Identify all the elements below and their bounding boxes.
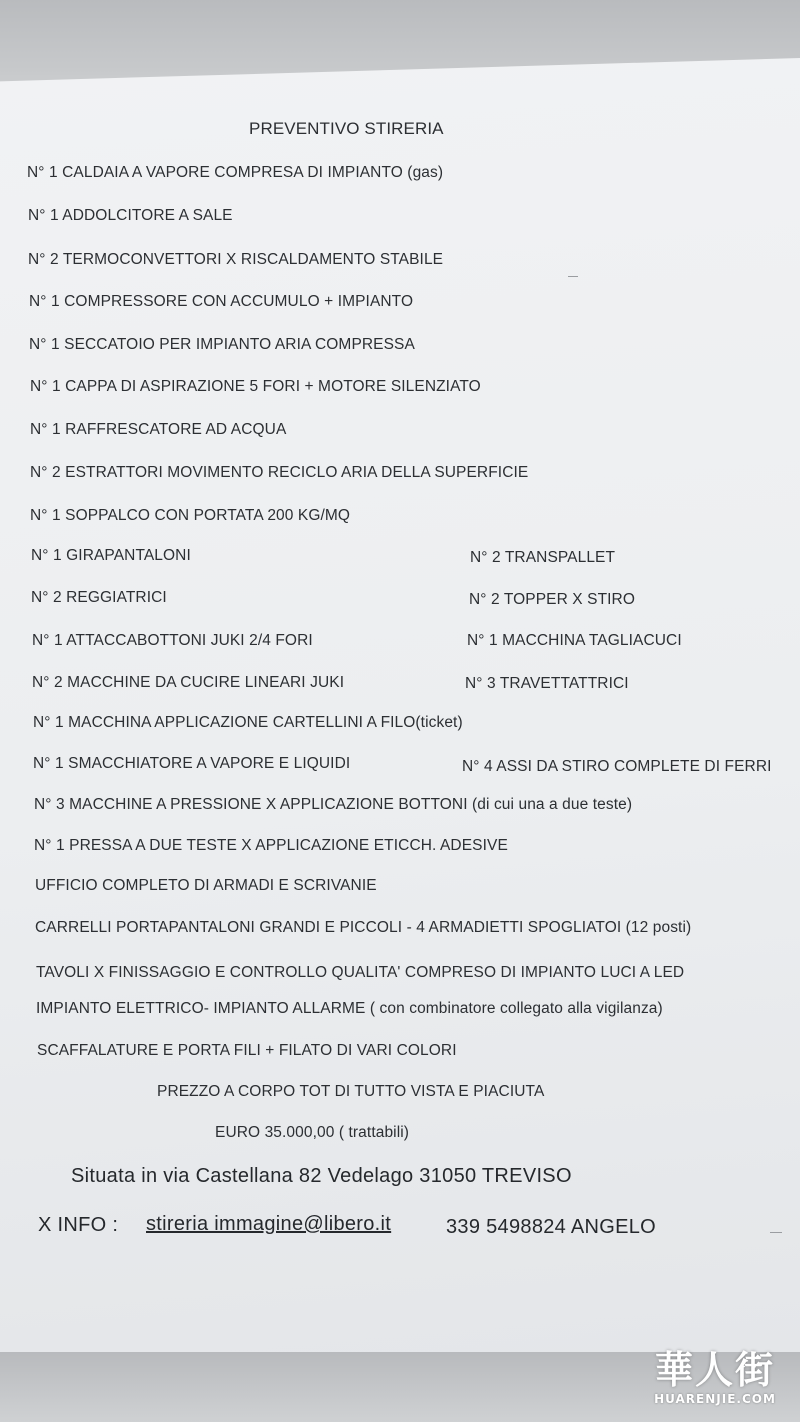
watermark-glyphs: 華人街 <box>654 1347 775 1392</box>
equipment-item: CARRELLI PORTAPANTALONI GRANDI E PICCOLI - 4 ARMADIETTI SPOGLIATOI (12 posti) <box>35 919 692 936</box>
equipment-item-right: N° 3 TRAVETTATTRICI <box>465 675 629 692</box>
equipment-item: N° 1 ADDOLCITORE A SALE <box>28 207 233 224</box>
equipment-item: SCAFFALATURE E PORTA FILI + FILATO DI VARI COLORI <box>37 1042 457 1059</box>
equipment-item: N° 3 MACCHINE A PRESSIONE X APPLICAZIONE BOTTONI (di cui una a due teste) <box>34 796 633 813</box>
info-email-link[interactable]: stireria immagine@libero.it <box>146 1213 392 1235</box>
equipment-item: IMPIANTO ELETTRICO- IMPIANTO ALLARME ( con combinatore collegato alla vigilanza) <box>36 1000 663 1017</box>
watermark-logo <box>640 1348 790 1414</box>
equipment-item: N° 1 SECCATOIO PER IMPIANTO ARIA COMPRESSA <box>29 336 415 353</box>
equipment-item-right: N° 2 TRANSPALLET <box>470 549 616 566</box>
price-line: PREZZO A CORPO TOT DI TUTTO VISTA E PIACIUTA <box>157 1083 545 1100</box>
equipment-item-right: N° 1 MACCHINA TAGLIACUCI <box>467 632 682 649</box>
location-line: Situata in via Castellana 82 Vedelago 31050 TREVISO <box>71 1165 572 1187</box>
document-title: PREVENTIVO STIRERIA <box>249 119 444 138</box>
equipment-item: N° 1 CAPPA DI ASPIRAZIONE 5 FORI + MOTORE SILENZIATO <box>30 378 481 395</box>
equipment-item: N° 1 SOPPALCO CON PORTATA 200 KG/MQ <box>30 507 351 524</box>
watermark-text: HUARENJIE.COM <box>654 1392 776 1406</box>
equipment-item: TAVOLI X FINISSAGGIO E CONTROLLO QUALITA' COMPRESO DI IMPIANTO LUCI A LED <box>36 964 685 981</box>
equipment-item: N° 1 ATTACCABOTTONI JUKI 2/4 FORI <box>32 632 313 649</box>
info-label: X INFO : <box>38 1214 119 1236</box>
equipment-item: N° 1 PRESSA A DUE TESTE X APPLICAZIONE ETICCH. ADESIVE <box>34 837 508 854</box>
equipment-item: N° 2 MACCHINE DA CUCIRE LINEARI JUKI <box>32 674 345 691</box>
equipment-item: N° 1 CALDAIA A VAPORE COMPRESA DI IMPIANTO (gas) <box>27 164 444 181</box>
equipment-item: N° 1 MACCHINA APPLICAZIONE CARTELLINI A FILO(ticket) <box>33 714 463 731</box>
equipment-item: N° 1 SMACCHIATORE A VAPORE E LIQUIDI <box>33 755 351 772</box>
equipment-item: N° 2 TERMOCONVETTORI X RISCALDAMENTO STABILE <box>28 251 444 268</box>
equipment-item: N° 2 REGGIATRICI <box>31 589 167 606</box>
equipment-item: UFFICIO COMPLETO DI ARMADI E SCRIVANIE <box>35 877 377 894</box>
equipment-item: N° 1 GIRAPANTALONI <box>31 547 191 564</box>
euro-price: EURO 35.000,00 ( trattabili) <box>215 1124 410 1141</box>
equipment-item: N° 2 ESTRATTORI MOVIMENTO RECICLO ARIA DELLA SUPERFICIE <box>30 464 529 481</box>
equipment-item: N° 1 COMPRESSORE CON ACCUMULO + IMPIANTO <box>29 293 414 310</box>
equipment-item-right: N° 2 TOPPER X STIRO <box>469 591 636 608</box>
paper-mark <box>568 276 578 277</box>
paper-mark <box>770 1232 782 1233</box>
info-phone: 339 5498824 ANGELO <box>446 1216 656 1238</box>
equipment-item-right: N° 4 ASSI DA STIRO COMPLETE DI FERRI <box>462 758 772 775</box>
equipment-item: N° 1 RAFFRESCATORE AD ACQUA <box>30 421 287 438</box>
